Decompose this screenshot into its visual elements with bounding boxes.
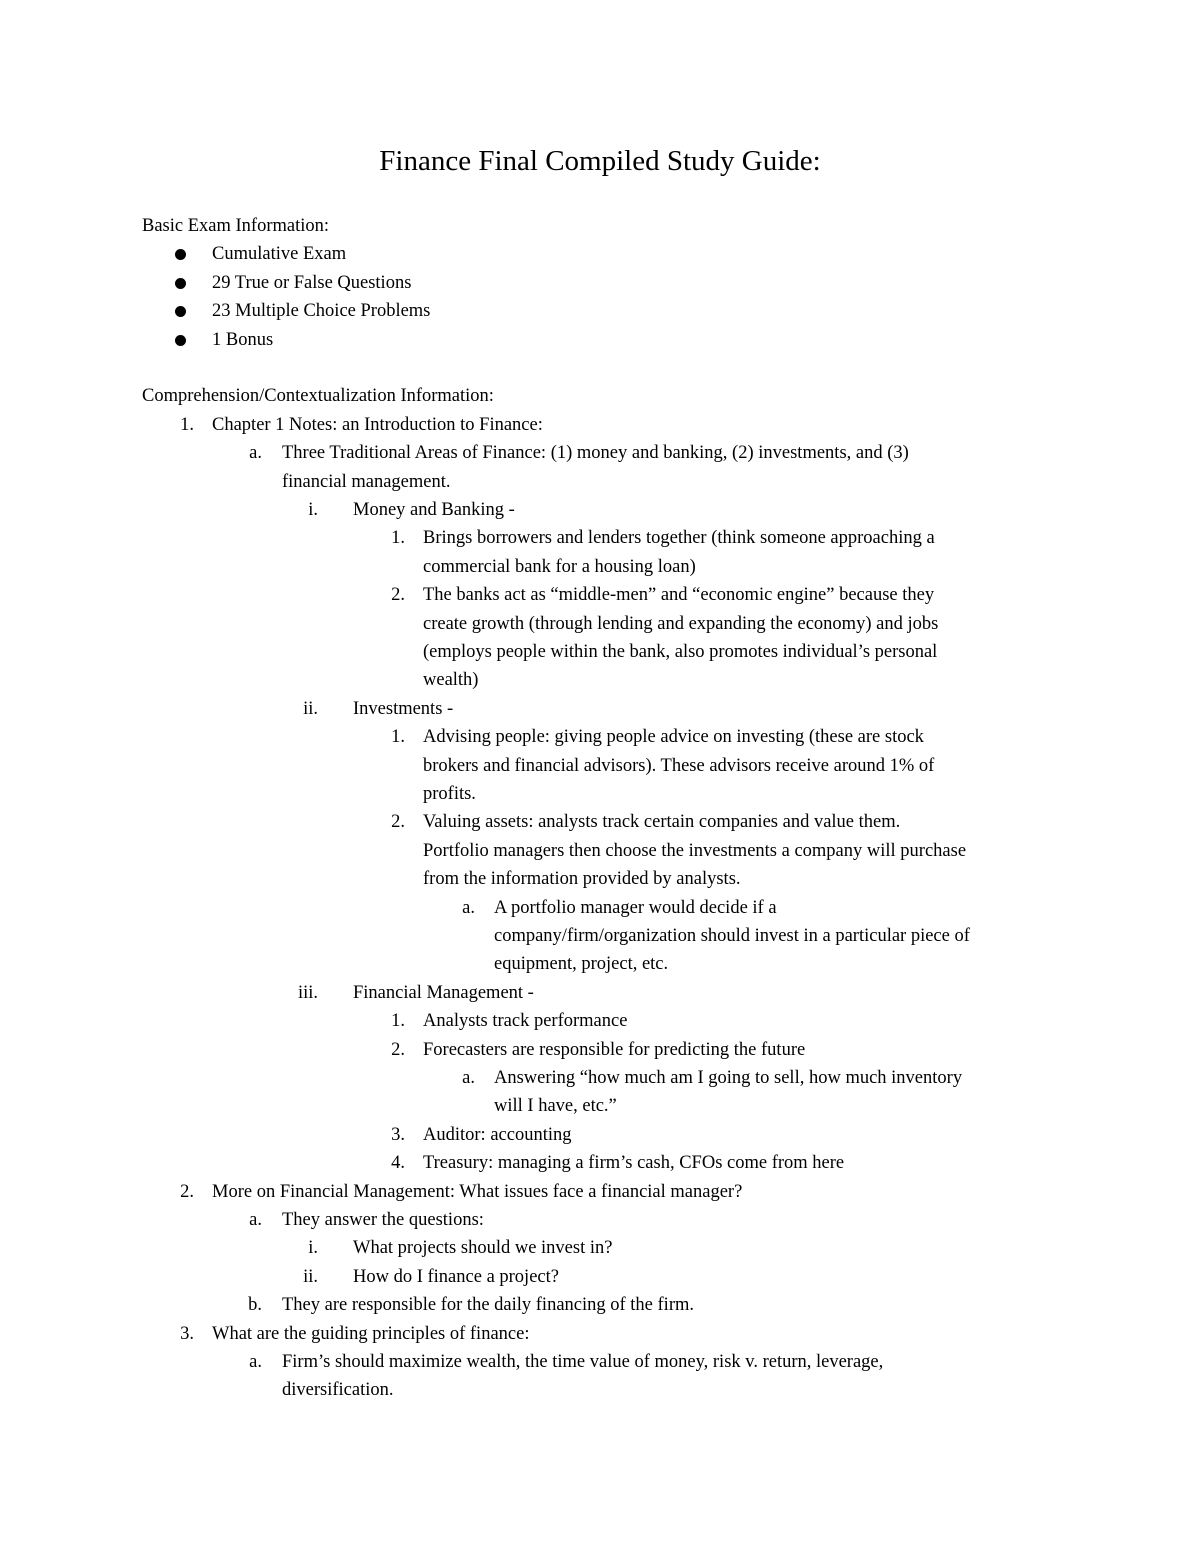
roman-item: How do I finance a project? — [353, 1266, 559, 1287]
lettered-subitem: Answering “how much am I going to sell, how much inventory — [494, 1068, 963, 1088]
bullet-icon — [175, 306, 186, 317]
roman-item: Money and Banking - — [353, 500, 515, 520]
lettered-item: Firm’s should maximize wealth, the time value of money, risk v. return, leverage, — [282, 1352, 884, 1372]
list-marker: 1. — [391, 1011, 405, 1032]
numbered-subitem: wealth) — [423, 670, 479, 691]
list-marker: 3. — [180, 1323, 194, 1344]
numbered-subitem: Advising people: giving people advice on investing (these are stock — [423, 727, 924, 748]
numbered-subitem: Valuing assets: analysts track certain companies and value them. — [423, 812, 901, 833]
lettered-item: financial management. — [282, 471, 451, 492]
bullet-icon — [175, 249, 186, 260]
numbered-subitem: The banks act as “middle-men” and “economic engine” because they — [423, 585, 935, 606]
numbered-subitem: brokers and financial advisors). These advisors receive around 1% of — [423, 755, 935, 776]
numbered-subitem: from the information provided by analysts. — [423, 869, 741, 890]
bullet-item: 1 Bonus — [212, 329, 274, 350]
numbered-item: Chapter 1 Notes: an Introduction to Finance: — [212, 414, 543, 435]
numbered-item: What are the guiding principles of finance: — [212, 1323, 530, 1344]
numbered-subitem: Analysts track performance — [423, 1011, 628, 1032]
list-marker: 2. — [180, 1181, 194, 1202]
numbered-item: More on Financial Management: What issues face a financial manager? — [212, 1181, 743, 1202]
list-marker: ii. — [303, 698, 318, 719]
numbered-subitem: Auditor: accounting — [423, 1124, 572, 1145]
list-marker: 3. — [391, 1124, 405, 1145]
numbered-subitem: Forecasters are responsible for predicting the future — [423, 1039, 806, 1060]
bullet-icon — [175, 278, 186, 289]
list-marker: iii. — [297, 982, 318, 1003]
roman-item: What projects should we invest in? — [353, 1238, 613, 1259]
list-marker: 1. — [391, 727, 405, 748]
lettered-item: diversification. — [282, 1380, 394, 1401]
numbered-subitem: (employs people within the bank, also promotes individual’s personal — [423, 642, 938, 662]
list-marker: 1. — [391, 528, 405, 549]
lettered-subitem: A portfolio manager would decide if a — [494, 897, 777, 918]
lettered-item: They answer the questions: — [282, 1210, 484, 1230]
list-marker: 2. — [391, 585, 405, 606]
list-marker: b. — [248, 1295, 262, 1316]
list-marker: a. — [249, 1352, 262, 1372]
list-marker: a. — [249, 443, 262, 464]
numbered-subitem: commercial bank for a housing loan) — [423, 556, 696, 577]
list-marker: i. — [308, 500, 318, 520]
roman-item: Financial Management - — [353, 982, 534, 1003]
bullet-item: 29 True or False Questions — [212, 272, 412, 293]
bullet-icon — [175, 335, 186, 346]
numbered-subitem: Treasury: managing a firm’s cash, CFOs come from here — [423, 1153, 845, 1174]
list-marker: 2. — [391, 812, 405, 833]
list-marker: a. — [462, 1068, 475, 1088]
section-heading-comprehension: Comprehension/Contextualization Information: — [142, 386, 494, 407]
numbered-subitem: create growth (through lending and expanding the economy) and jobs — [423, 613, 939, 634]
list-marker: a. — [249, 1210, 262, 1230]
bullet-item: 23 Multiple Choice Problems — [212, 301, 431, 322]
numbered-subitem: Brings borrowers and lenders together (think someone approaching a — [423, 528, 935, 549]
list-marker: 1. — [180, 414, 194, 435]
lettered-subitem: will I have, etc.” — [494, 1096, 617, 1117]
lettered-item: They are responsible for the daily financing of the firm. — [282, 1295, 694, 1316]
list-marker: 2. — [391, 1039, 405, 1060]
roman-item: Investments - — [353, 698, 454, 719]
list-marker: a. — [462, 897, 475, 918]
lettered-subitem: company/firm/organization should invest in a particular piece of — [494, 926, 970, 946]
lettered-item: Three Traditional Areas of Finance: (1) money and banking, (2) investments, and (3) — [282, 443, 909, 464]
page-title: Finance Final Compiled Study Guide: — [379, 145, 821, 177]
list-marker: i. — [308, 1238, 318, 1259]
lettered-subitem: equipment, project, etc. — [494, 954, 669, 975]
list-marker: ii. — [303, 1266, 318, 1287]
numbered-subitem: Portfolio managers then choose the investments a company will purchase — [423, 840, 967, 861]
bullet-item: Cumulative Exam — [212, 244, 347, 265]
list-marker: 4. — [391, 1153, 405, 1174]
section-heading-basic: Basic Exam Information: — [142, 216, 330, 236]
numbered-subitem: profits. — [423, 784, 476, 804]
